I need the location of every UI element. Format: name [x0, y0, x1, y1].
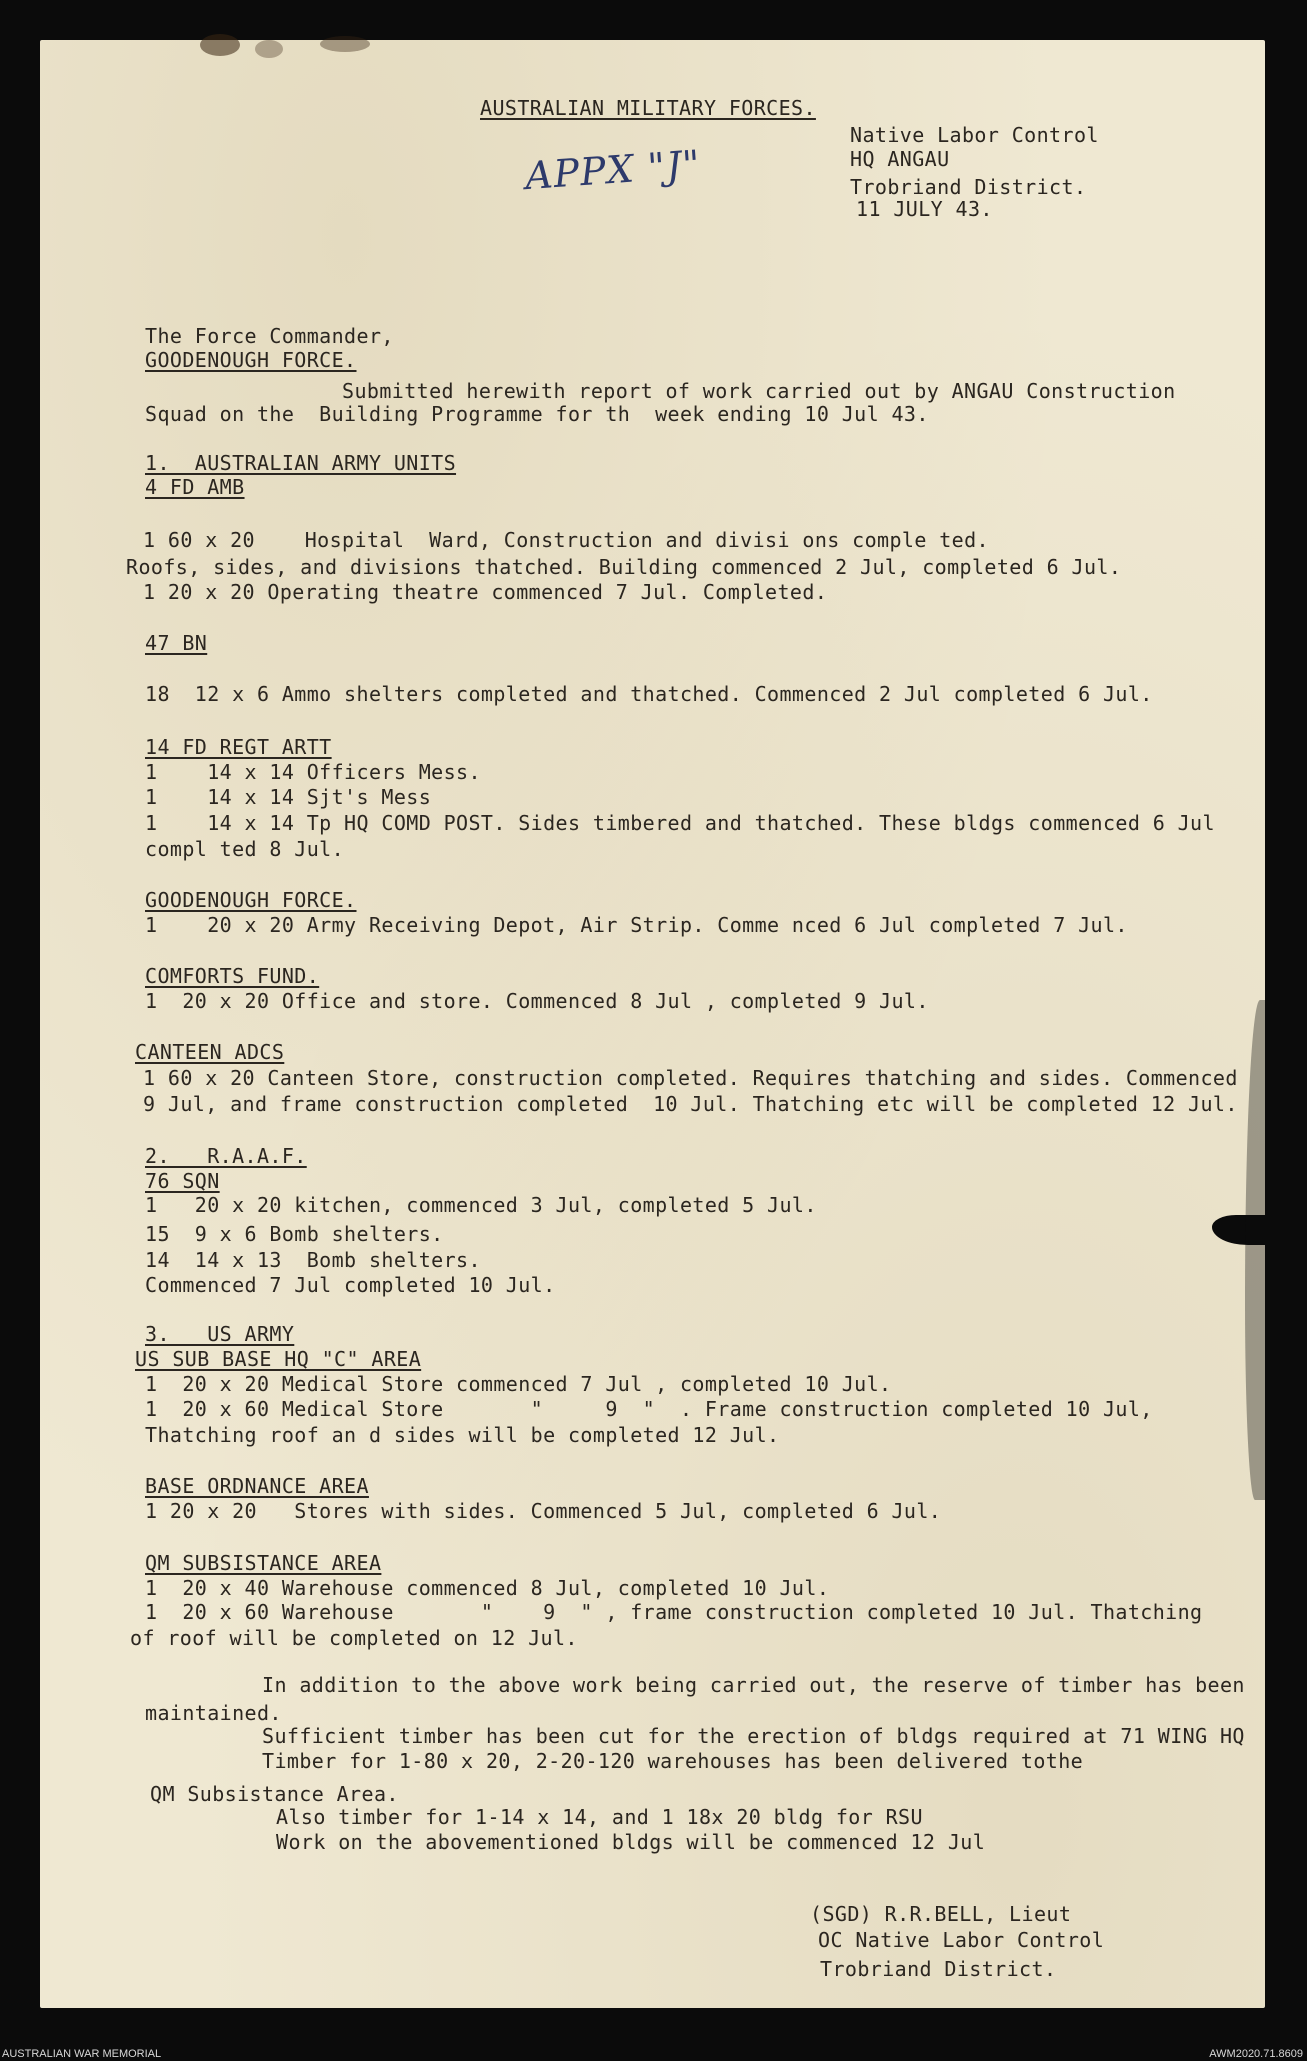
- report-line: Commenced 7 Jul completed 10 Jul.: [145, 1273, 556, 1297]
- section-heading: 2. R.A.A.F.: [145, 1144, 307, 1168]
- report-line: 1 20 x 40 Warehouse commenced 8 Jul, completed 10 Jul.: [145, 1576, 830, 1600]
- report-line: 1 20 x 20 Office and store. Commenced 8 Jul , completed 9 Jul.: [145, 989, 929, 1013]
- report-line: Thatching roof an d sides will be completed 12 Jul.: [145, 1423, 780, 1447]
- report-line: 9 Jul, and frame construction completed 10 Jul. Thatching etc will be completed 12 Jul.: [143, 1092, 1238, 1116]
- closing-line: Work on the abovementioned bldgs will be commenced 12 Jul: [276, 1830, 986, 1854]
- report-line: 1 20 x 20 Medical Store commenced 7 Jul , completed 10 Jul.: [145, 1372, 892, 1396]
- report-line: compl ted 8 Jul.: [145, 837, 345, 861]
- report-line: 1 60 x 20 Canteen Store, construction completed. Requires thatching and sides. Commenced: [143, 1066, 1238, 1090]
- closing-line: maintained.: [145, 1701, 282, 1725]
- report-line: Roofs, sides, and divisions thatched. Building commenced 2 Jul, completed 6 Jul.: [126, 555, 1122, 579]
- signature-title: OC Native Labor Control: [818, 1928, 1105, 1952]
- torn-edge: [1245, 1000, 1270, 1500]
- closing-line: Timber for 1-80 x 20, 2-20-120 warehouses has been delivered tothe: [262, 1749, 1084, 1773]
- section-heading: 3. US ARMY: [145, 1322, 295, 1346]
- unit-heading: GOODENOUGH FORCE.: [145, 888, 357, 912]
- document-title: AUSTRALIAN MILITARY FORCES.: [480, 96, 816, 120]
- report-line: 1 20 x 60 Medical Store " 9 " . Frame construction completed 10 Jul,: [145, 1397, 1153, 1421]
- closing-line: Also timber for 1-14 x 14, and 1 18x 20 bldg for RSU: [276, 1805, 923, 1829]
- report-line: 1 60 x 20 Hospital Ward, Construction and divisi ons comple ted.: [143, 528, 989, 552]
- report-line: 1 20 x 20 Operating theatre commenced 7 Jul. Completed.: [143, 580, 828, 604]
- report-line: of roof will be completed on 12 Jul.: [130, 1626, 578, 1650]
- document-date: 11 JULY 43.: [856, 197, 993, 221]
- report-line: 1 20 x 20 Army Receiving Depot, Air Strip. Comme nced 6 Jul completed 7 Jul.: [145, 913, 1128, 937]
- unit-heading: 14 FD REGT ARTT: [145, 735, 332, 759]
- handwritten-annotation: APPX "J": [523, 141, 703, 199]
- report-line: 1 14 x 14 Tp HQ COMD POST. Sides timbered and thatched. These bldgs commenced 6 Jul: [145, 811, 1215, 835]
- signature-line: (SGD) R.R.BELL, Lieut: [810, 1902, 1072, 1926]
- addressee: The Force Commander,: [145, 324, 394, 348]
- from-line-2: HQ ANGAU: [850, 147, 950, 171]
- from-line-3: Trobriand District.: [850, 175, 1087, 199]
- addressee-force: GOODENOUGH FORCE.: [145, 348, 357, 372]
- closing-line: QM Subsistance Area.: [150, 1782, 399, 1806]
- closing-line: In addition to the above work being carried out, the reserve of timber has been: [262, 1673, 1245, 1697]
- stain-mark: [255, 40, 283, 58]
- archive-reference: AWM2020.71.8609: [1209, 2048, 1303, 2060]
- unit-heading: 47 BN: [145, 631, 208, 655]
- stain-mark: [200, 34, 240, 56]
- report-line: 1 20 x 20 Stores with sides. Commenced 5 Jul, completed 6 Jul.: [145, 1499, 942, 1523]
- unit-heading: 4 FD AMB: [145, 475, 245, 499]
- unit-heading: QM SUBSISTANCE AREA: [145, 1551, 382, 1575]
- report-line: 1 20 x 20 kitchen, commenced 3 Jul, completed 5 Jul.: [145, 1193, 817, 1217]
- archive-credit: AUSTRALIAN WAR MEMORIAL: [2, 2048, 162, 2060]
- signature-district: Trobriand District.: [820, 1957, 1057, 1981]
- closing-line: Sufficient timber has been cut for the erection of bldgs required at 71 WING HQ: [262, 1724, 1245, 1748]
- report-line: 14 14 x 13 Bomb shelters.: [145, 1248, 481, 1272]
- report-line: 18 12 x 6 Ammo shelters completed and thatched. Commenced 2 Jul completed 6 Jul.: [145, 682, 1153, 706]
- unit-heading: 76 SQN: [145, 1169, 220, 1193]
- from-line-1: Native Labor Control: [850, 123, 1099, 147]
- report-line: 15 9 x 6 Bomb shelters.: [145, 1222, 444, 1246]
- intro-line-2: Squad on the Building Programme for th week ending 10 Jul 43.: [145, 402, 929, 426]
- unit-heading: US SUB BASE HQ "C" AREA: [135, 1347, 422, 1371]
- unit-heading: COMFORTS FUND.: [145, 964, 320, 988]
- report-line: 1 14 x 14 Sjt's Mess: [145, 785, 432, 809]
- unit-heading: CANTEEN ADCS: [135, 1040, 285, 1064]
- unit-heading: BASE ORDNANCE AREA: [145, 1474, 369, 1498]
- section-heading: 1. AUSTRALIAN ARMY UNITS: [145, 451, 457, 475]
- stain-mark: [320, 36, 370, 52]
- intro-line-1: Submitted herewith report of work carried out by ANGAU Construction: [342, 379, 1176, 403]
- report-line: 1 14 x 14 Officers Mess.: [145, 760, 481, 784]
- report-line: 1 20 x 60 Warehouse " 9 " , frame construction completed 10 Jul. Thatching: [145, 1600, 1203, 1624]
